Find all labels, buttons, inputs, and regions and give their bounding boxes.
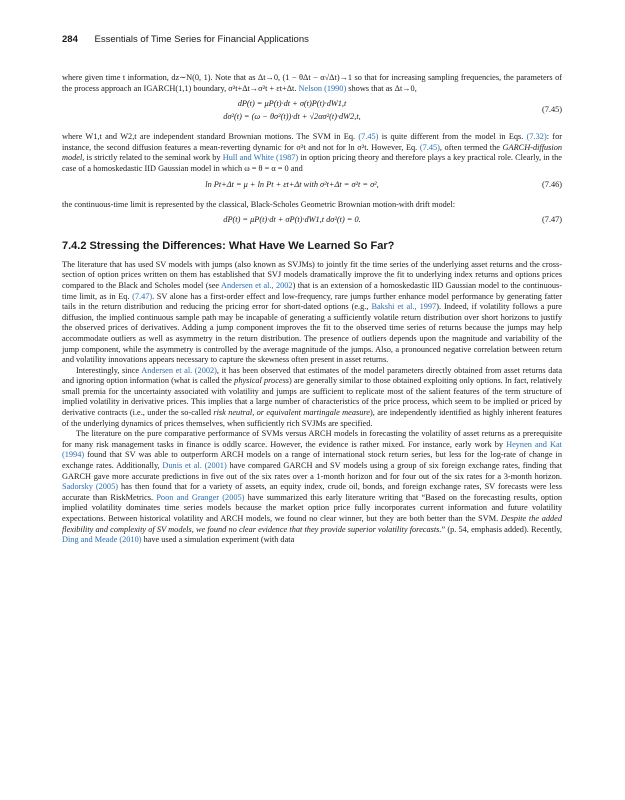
citation-andersen-2002[interactable]: Andersen et al., 2002 <box>220 280 293 290</box>
page-number: 284 <box>62 34 78 45</box>
running-title: Essentials of Time Series for Financial Applications <box>94 34 309 45</box>
intro-paragraph: where given time t information, dz∼N(0, 1). Note that as Δt→0, (1 − θΔt − α√Δt)→1 so that for increasing sampling frequencies, the parameters of the process approach an IGARCH(1,1) boundary, σ²t+Δt→σ²t + εt+Δt. Nelson (1990) shows that as Δt→0, <box>62 73 563 93</box>
eq-ref-7-45-b[interactable]: (7.45) <box>419 142 440 152</box>
page-body <box>62 73 562 546</box>
citation-nelson-1990[interactable]: Nelson (1990) <box>298 83 347 93</box>
equation-number: (7.46) <box>541 179 562 189</box>
paragraph-continuous-limit: the continuous-time limit is represented by the classical, Black-Scholes Geometric Brownian motion-with drift model: <box>62 199 456 209</box>
citation-heynen-kat-1994[interactable]: Heynen and Kat (1994) <box>62 439 562 460</box>
eq-ref-7-47[interactable]: (7.47) <box>132 291 153 301</box>
equation-number: (7.45) <box>541 105 562 115</box>
citation-ding-meade-2010[interactable]: Ding and Meade (2010) <box>62 535 142 545</box>
equation-7-46: ln Pt+Δt = μ + ln Pt + εt+Δt with σ²t+Δt = σ²t = σ², (7.46) <box>205 179 562 189</box>
citation-hull-white-1987[interactable]: Hull and White (1987) <box>222 153 299 163</box>
equation-7-45-line-2: dσ²(t) = (ω − θσ²(t))·dt + √2ασ²(t)·dW2,t, <box>223 112 361 122</box>
citation-andersen-2002-b[interactable]: Andersen et al. (2002) <box>141 365 217 375</box>
eq-ref-7-45[interactable]: (7.45) <box>358 132 379 142</box>
section-paragraph-2: Interestingly, since Andersen et al. (2002), it has been observed that estimates of the model parameters directly obtained from asset returns data and ignoring option information (what is called the physical process) are generally similar to those obtained exploiting only options. In fact, relatively small premia for the uncertainty associated with volatility and jumps are sufficient to replicate most of the salient features of the term structure of implied volatility in derivative prices. This implies that a large number of characteristics of the price process, which seem to be implied or priced by derivative contracts (i.e., under the so-called risk neutral, or equivalent martingale measure), are independently identified as highly inherent features of the underlying dynamics of prices themselves, when sufficiently rich SVJMs are specified. <box>62 365 563 428</box>
section-paragraph-3: The literature on the pure comparative performance of SVMs versus ARCH models in forecasting the volatility of asset returns as a prerequisite for many risk management tasks in finance is oddly scarce. However, the evidence is rather mixed. For instance, early work by Heynen and Kat (1994) found that SV was able to outperform ARCH models on a range of international stock return series, but less for the log-rate of change in exchange rates. Additionally, Dunis et al. (2001) have compared GARCH and SV models using a group of six foreign exchange rates, finding that GARCH gave more accurate predictions in five out of the six rates over a 1-month horizon and for four out of the six rates for a 3-month horizon. Sadorsky (2005) has then found that for a variety of assets, an equity index, crude oil, bonds, and foreign exchange rates, SV forecasts were less accurate than RiskMetrics. Poon and Granger (2005) have summarized this early literature writing that “Based on the forecasting results, option implied volatility dominates time series models because the market option price fully incorporates current information and future volatility expectations. Between historical volatility and ARCH models, we found no clear winner, but they are both better than the SVM. Despite the added flexibility and complexity of SV models, we found no clear evidence that they provide superior volatility forecasts.” (p. 54, emphasis added). Recently, Ding and Meade (2010) have used a simulation experiment (with data <box>62 429 562 545</box>
paragraph-svm: where W1,t and W2,t are independent standard Brownian motions. The SVM in Eq. (7.45) is quite different from the model in Eqs. (7.32): for instance, the second diffusion features a mean-reverting dynamic for σ²t and not for ln σ²t. However, Eq. (7.45), often termed the GARCH-diffusion model, is strictly related to the seminal work by Hull and White (1987) in option pricing theory and therefore plays a key practical role. Clearly, in the case of a homoskedastic IID Gaussian model in which ω = θ = α = 0 and <box>62 132 563 173</box>
equation-7-47: dP(t) = μP(t)·dt + σP(t)·dW1,t dσ²(t) = 0. (7.47) <box>223 215 562 225</box>
citation-bakshi-1997[interactable]: Bakshi et al., 1997 <box>371 302 437 312</box>
eq-ref-7-32[interactable]: (7.32) <box>526 132 547 142</box>
section-paragraph-1: The literature that has used SV models with jumps (also known as SVJMs) to jointly fit the time series of the underlying asset returns and the cross-section of option prices written on them has established that SVJ models dramatically improve the fit to underlying index returns and options prices compared to the Black and Scholes model (see Andersen et al., 2002) that is an extension of a homoskedastic IID Gaussian model to the continuous-time limit, as in Eq. (7.47). SV alone has a first-order effect and low-frequency, rare jumps further enhance model performance by generating fatter tails in the return distribution and reducing the pricing error for short-dated options (e.g., Bakshi et al., 1997). Indeed, if volatility follows a pure diffusion, the implied continuous sample path may be incapable of generating a sufficiently volatile return distribution over short horizons to justify the observed prices of derivatives. Adding a jump component improves the fit to the observed time series of returns because the jumps may help accommodate outliers as well as asymmetry in the return distribution. The presence of outliers depends upon the magnitude and variability of the jump component, while the asymmetry is controlled by the average magnitude of the jumps. Also, a pronounced negative correlation between return and volatility innovations appears necessary to capture the skewness often present in asset returns. <box>62 259 563 365</box>
section-heading: 7.4.2 Stressing the Differences: What Have We Learned So Far? <box>62 240 395 253</box>
running-header <box>62 34 562 45</box>
equation-7-45 <box>62 99 562 125</box>
equation-number: (7.47) <box>541 215 562 225</box>
equation-7-45-line-1: dP(t) = μP(t)·dt + σ(t)P(t)·dW1,t <box>237 99 347 109</box>
citation-dunis-2001[interactable]: Dunis et al. (2001) <box>162 461 227 471</box>
citation-sadorsky-2005[interactable]: Sadorsky (2005) <box>62 482 118 492</box>
citation-poon-granger-2005[interactable]: Poon and Granger (2005) <box>156 492 245 502</box>
